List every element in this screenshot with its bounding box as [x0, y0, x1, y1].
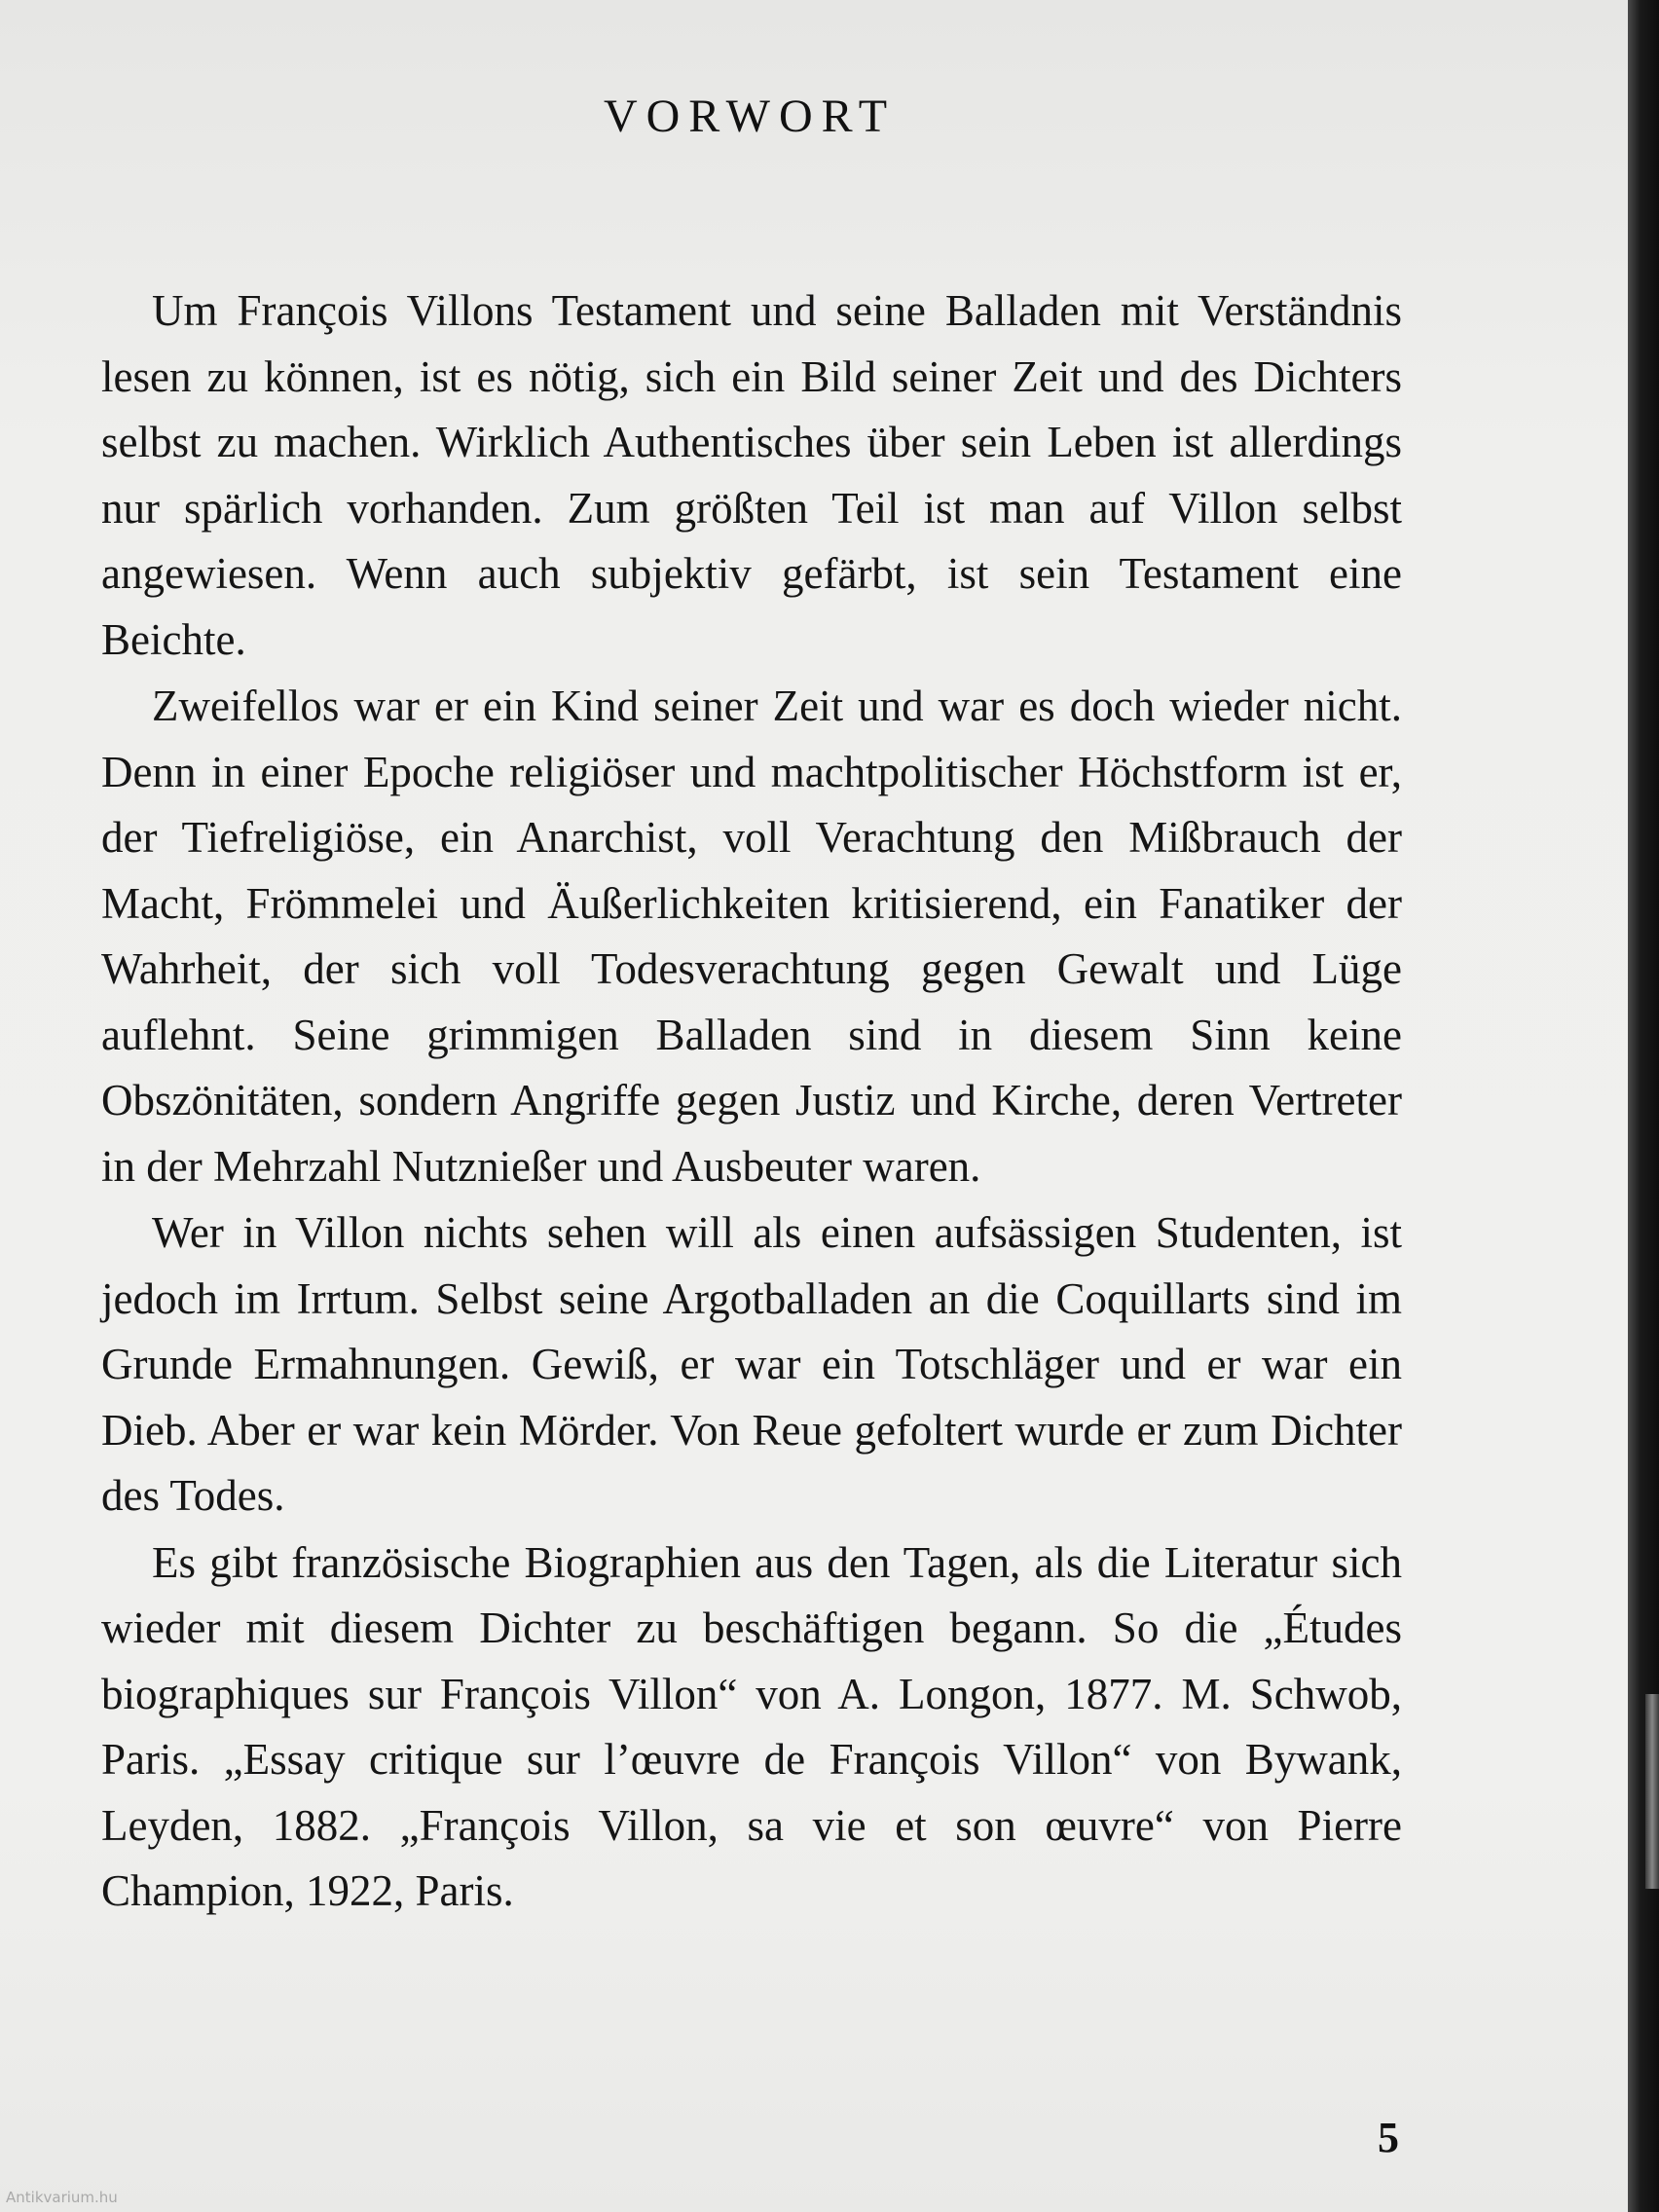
paragraph-3: Wer in Villon nichts sehen will als einen aufsässigen Studenten, ist jedoch im Irrtum. Selbst seine Argotballaden an die Coquillarts sind im Grunde Ermahnungen. Gewiß, er war ein Totschläger und er war ein Dieb. Aber er war kein Mörder. Von Reue gefoltert wurde er zum Dichter des Todes.: [101, 1208, 1402, 1520]
watermark: Antikvarium.hu: [6, 2189, 118, 2206]
show-through-text: [0, 0, 1628, 292]
page-number: 5: [1378, 2114, 1399, 2161]
body-text: [101, 278, 1402, 1926]
paragraph-4: Es gibt französische Biographien aus den Tagen, als die Literatur sich wieder mit diesem Dichter zu beschäftigen begann. So die „Études biographiques sur François Villon“ von A. Longon, 1877. M. Schwob, Paris. „Essay critique sur l’œuvre de François Villon“ von Bywank, Leyden, 1882. „François Villon, sa vie et son œuvre“ von Pierre Champion, 1922, Paris.: [101, 1537, 1402, 1915]
spine-highlight: [1645, 1694, 1659, 1889]
paragraph-1: Um François Villons Testament und seine Balladen mit Verständnis lesen zu können, ist es nötig, sich ein Bild seiner Zeit und des Dichters selbst zu machen. Wirklich Authentisches über sein Leben ist allerdings nur spärlich vorhanden. Zum größten Teil ist man auf Villon selbst angewiesen. Wenn auch subjektiv gefärbt, ist sein Testament eine Beichte.: [101, 286, 1402, 664]
chapter-title: VORWORT: [603, 91, 897, 142]
paragraph-2: Zweifellos war er ein Kind seiner Zeit und war es doch wieder nicht. Denn in einer Epoche religiöser und machtpolitischer Höchstform ist er, der Tiefreligiöse, ein Anarchist, voll Verachtung den Mißbrauch der Macht, Frömmelei und Äußerlichkeiten kritisierend, ein Fanatiker der Wahrheit, der sich voll Todesverachtung gegen Gewalt und Lüge auflehnt. Seine grimmigen Balladen sind in diesem Sinn keine Obszönitäten, sondern Angriffe gegen Justiz und Kirche, deren Vertreter in der Mehrzahl Nutznießer und Ausbeuter waren.: [101, 682, 1402, 1191]
